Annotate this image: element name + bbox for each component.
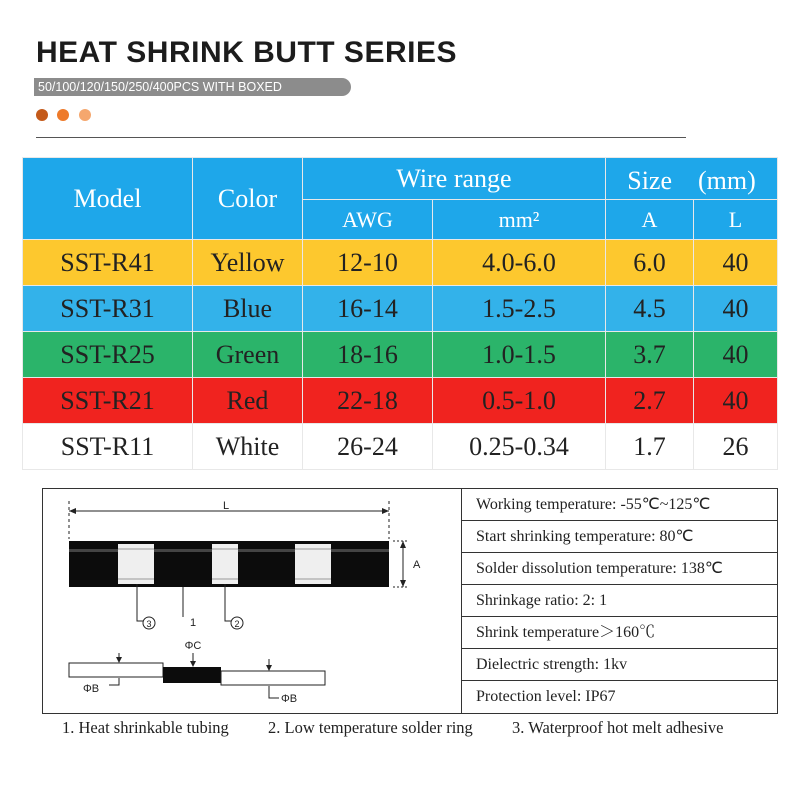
property-start-shrinking: Start shrinking temperature: 80℃ <box>462 521 778 553</box>
property-solder-dissolution: Solder dissolution temperature: 138℃ <box>462 553 778 585</box>
property-shrinkage-ratio: Shrinkage ratio: 2: 1 <box>462 585 778 617</box>
header-wire-range: Wire range <box>303 158 606 200</box>
accent-dot <box>57 109 69 121</box>
cell-model: SST-R25 <box>23 332 193 378</box>
butt-connector-drawing <box>43 489 461 713</box>
cell-mm2: 1.0-1.5 <box>433 332 606 378</box>
cell-awg: 16-14 <box>303 286 433 332</box>
cell-model: SST-R21 <box>23 378 193 424</box>
property-working-temperature: Working temperature: -55℃~125℃ <box>462 489 778 521</box>
cell-color: Blue <box>193 286 303 332</box>
quantity-banner: 50/100/120/150/250/400PCS WITH BOXED <box>34 78 351 96</box>
header-l: L <box>694 200 778 240</box>
divider <box>36 137 686 138</box>
properties-list <box>461 489 778 713</box>
header-awg: AWG <box>303 200 433 240</box>
page-title: HEAT SHRINK BUTT SERIES <box>36 36 457 69</box>
cell-color: Green <box>193 332 303 378</box>
cell-a: 4.5 <box>606 286 694 332</box>
solder-ring <box>212 544 238 584</box>
header-size: Size (mm) <box>606 158 778 200</box>
cell-awg: 12-10 <box>303 240 433 286</box>
header-a: A <box>606 200 694 240</box>
cell-a: 2.7 <box>606 378 694 424</box>
cell-mm2: 4.0-6.0 <box>433 240 606 286</box>
cell-a: 3.7 <box>606 332 694 378</box>
cell-awg: 26-24 <box>303 424 433 470</box>
cell-l: 40 <box>694 332 778 378</box>
cell-l: 40 <box>694 240 778 286</box>
property-dielectric-strength: Dielectric strength: 1kv <box>462 649 778 681</box>
property-shrink-temperature: Shrink temperature＞160℃ <box>462 617 778 649</box>
accent-dot <box>36 109 48 121</box>
cell-l: 26 <box>694 424 778 470</box>
adhesive-ring-right <box>295 544 331 584</box>
cell-awg: 22-18 <box>303 378 433 424</box>
label-1: 1 <box>189 617 197 629</box>
cell-l: 40 <box>694 286 778 332</box>
adhesive-ring-left <box>118 544 154 584</box>
cell-awg: 18-16 <box>303 332 433 378</box>
cell-model: SST-R11 <box>23 424 193 470</box>
cell-color: White <box>193 424 303 470</box>
accent-dot <box>79 109 91 121</box>
label-phi-b-left: ΦB <box>83 683 100 695</box>
table-row <box>23 424 778 470</box>
cell-a: 1.7 <box>606 424 694 470</box>
wire-left <box>69 663 163 677</box>
table-row <box>23 332 778 378</box>
table-row <box>23 286 778 332</box>
table-row <box>23 240 778 286</box>
cell-model: SST-R41 <box>23 240 193 286</box>
arrow-head <box>69 508 76 514</box>
label-2: 2 <box>234 619 240 629</box>
cell-l: 40 <box>694 378 778 424</box>
cell-a: 6.0 <box>606 240 694 286</box>
header-mm2: mm² <box>433 200 606 240</box>
table-row <box>23 378 778 424</box>
header-color: Color <box>193 158 303 240</box>
cell-mm2: 0.25-0.34 <box>433 424 606 470</box>
cell-model: SST-R31 <box>23 286 193 332</box>
cell-mm2: 0.5-1.0 <box>433 378 606 424</box>
label-phi-b-right: ΦB <box>281 693 298 705</box>
property-protection-level: Protection level: IP67 <box>476 688 616 705</box>
label-l: L <box>222 500 230 512</box>
header-model: Model <box>23 158 193 240</box>
label-a: A <box>413 559 421 571</box>
wire-middle <box>163 667 221 683</box>
legend-item: 3. Waterproof hot melt adhesive <box>512 718 724 737</box>
wire-right <box>221 671 325 685</box>
label-3: 3 <box>146 619 152 629</box>
cell-color: Yellow <box>193 240 303 286</box>
spec-table <box>22 157 778 470</box>
arrow-head <box>382 508 389 514</box>
cell-mm2: 1.5-2.5 <box>433 286 606 332</box>
legend-item: 2. Low temperature solder ring <box>268 718 473 737</box>
technical-diagram-panel <box>42 488 778 714</box>
label-phi-c: ΦC <box>184 640 202 652</box>
cell-color: Red <box>193 378 303 424</box>
legend-item: 1. Heat shrinkable tubing <box>62 718 229 737</box>
